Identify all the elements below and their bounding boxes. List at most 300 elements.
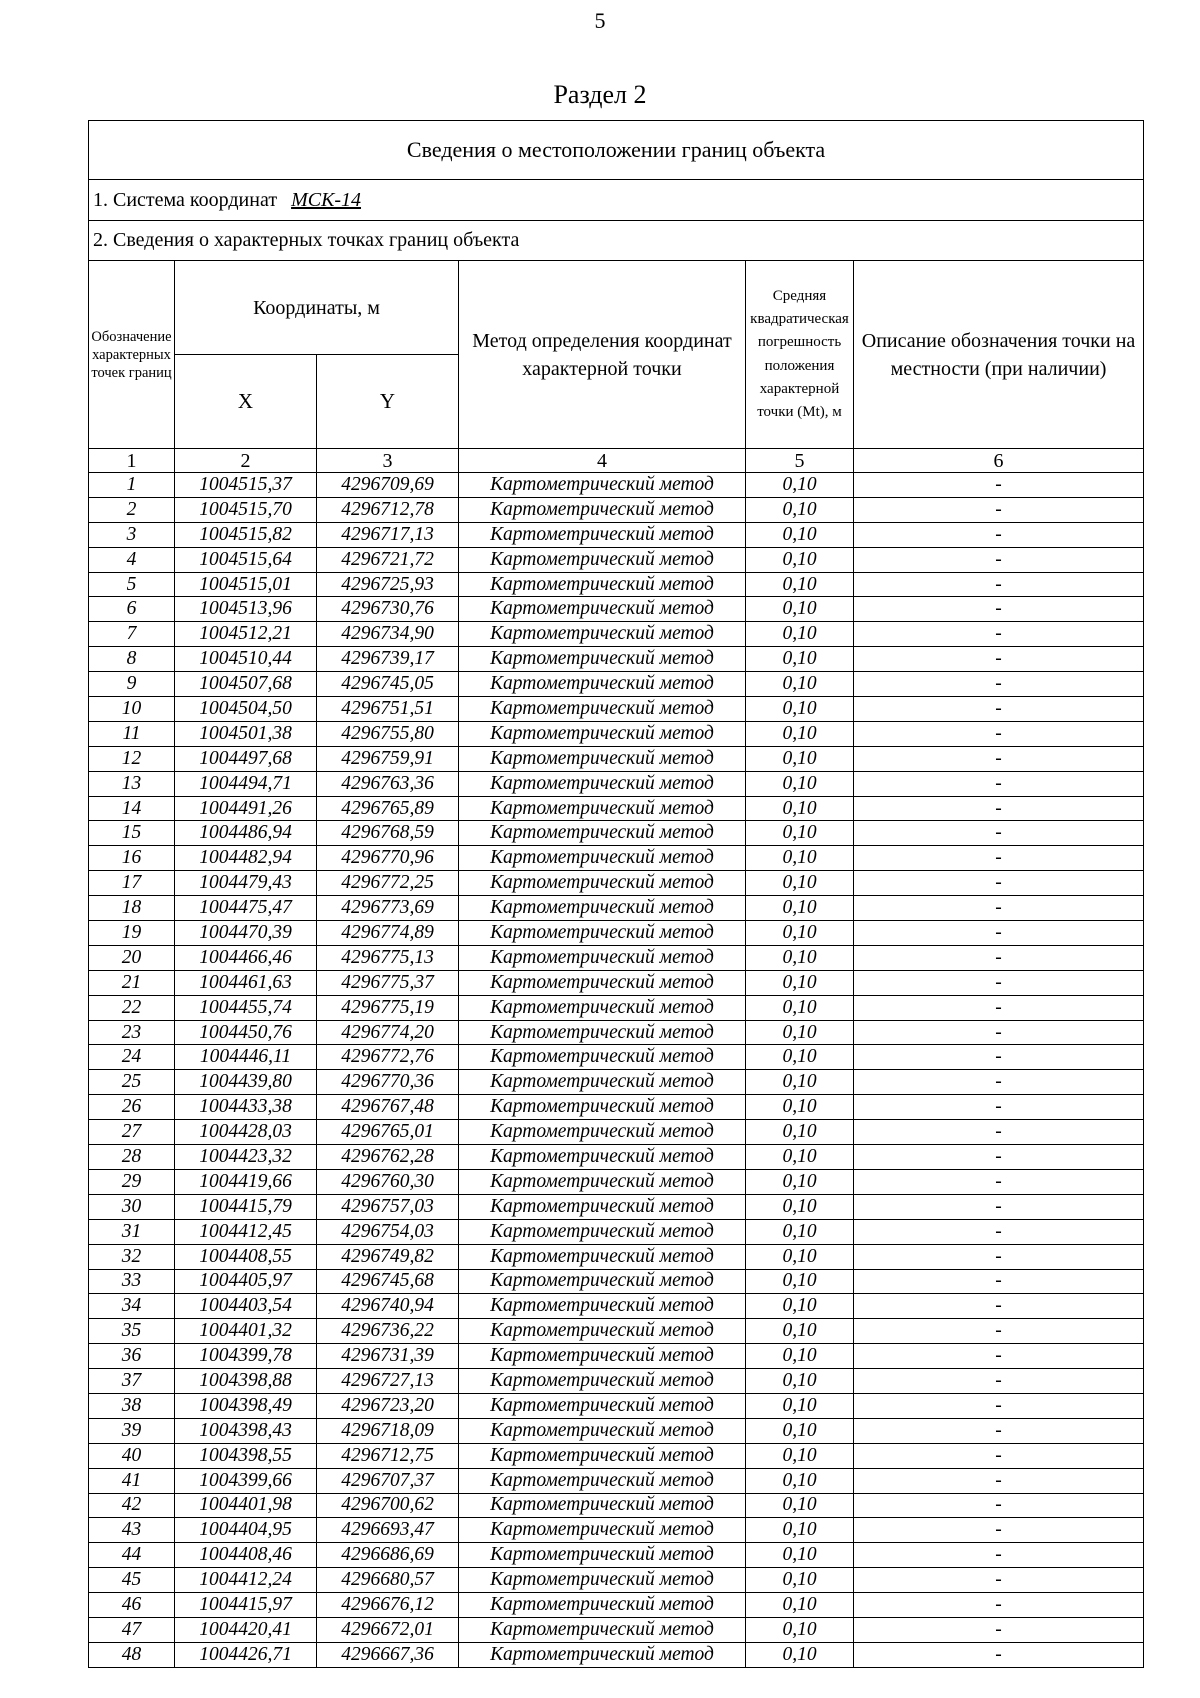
header-accuracy: Средняя квадратическая погрешность положения характерной точки (Mt), м: [746, 261, 854, 449]
x-coordinate-cell: 1004401,32: [175, 1319, 317, 1344]
accuracy-cell: 0,10: [746, 1095, 854, 1120]
description-cell: -: [854, 1020, 1144, 1045]
table-row: [89, 1568, 1144, 1593]
x-coordinate-cell: 1004486,94: [175, 821, 317, 846]
point-number-cell: 41: [89, 1468, 175, 1493]
accuracy-cell: 0,10: [746, 1020, 854, 1045]
description-cell: -: [854, 1145, 1144, 1170]
point-number-cell: 43: [89, 1518, 175, 1543]
point-number-cell: 4: [89, 547, 175, 572]
point-number-cell: 8: [89, 647, 175, 672]
accuracy-cell: 0,10: [746, 1443, 854, 1468]
x-coordinate-cell: 1004515,82: [175, 522, 317, 547]
y-coordinate-cell: 4296727,13: [317, 1369, 459, 1394]
point-number-cell: 47: [89, 1617, 175, 1642]
accuracy-cell: 0,10: [746, 1319, 854, 1344]
table-row: [89, 1543, 1144, 1568]
y-coordinate-cell: 4296672,01: [317, 1617, 459, 1642]
x-coordinate-cell: 1004450,76: [175, 1020, 317, 1045]
table-row: [89, 945, 1144, 970]
description-cell: -: [854, 1219, 1144, 1244]
point-number-cell: 16: [89, 846, 175, 871]
x-coordinate-cell: 1004419,66: [175, 1169, 317, 1194]
method-cell: Картометрический метод: [459, 1593, 746, 1618]
accuracy-cell: 0,10: [746, 921, 854, 946]
y-coordinate-cell: 4296721,72: [317, 547, 459, 572]
table-row: [89, 1518, 1144, 1543]
method-cell: Картометрический метод: [459, 1045, 746, 1070]
accuracy-cell: 0,10: [746, 572, 854, 597]
page-number: 5: [594, 8, 606, 33]
column-number: 1: [89, 449, 175, 473]
accuracy-cell: 0,10: [746, 1169, 854, 1194]
y-coordinate-cell: 4296774,20: [317, 1020, 459, 1045]
x-coordinate-cell: 1004446,11: [175, 1045, 317, 1070]
table-row: [89, 1145, 1144, 1170]
y-coordinate-cell: 4296686,69: [317, 1543, 459, 1568]
x-coordinate-cell: 1004461,63: [175, 970, 317, 995]
method-cell: Картометрический метод: [459, 796, 746, 821]
description-cell: -: [854, 821, 1144, 846]
point-number-cell: 21: [89, 970, 175, 995]
table-row: [89, 1369, 1144, 1394]
y-coordinate-cell: 4296772,25: [317, 871, 459, 896]
y-coordinate-cell: 4296757,03: [317, 1194, 459, 1219]
method-cell: Картометрический метод: [459, 871, 746, 896]
accuracy-cell: 0,10: [746, 1468, 854, 1493]
x-coordinate-cell: 1004398,55: [175, 1443, 317, 1468]
x-coordinate-cell: 1004507,68: [175, 672, 317, 697]
point-number-cell: 22: [89, 995, 175, 1020]
accuracy-cell: 0,10: [746, 1393, 854, 1418]
table-row: [89, 771, 1144, 796]
description-cell: -: [854, 597, 1144, 622]
accuracy-cell: 0,10: [746, 796, 854, 821]
table-row: [89, 1244, 1144, 1269]
description-cell: -: [854, 721, 1144, 746]
description-cell: -: [854, 522, 1144, 547]
method-cell: Картометрический метод: [459, 1020, 746, 1045]
y-coordinate-cell: 4296736,22: [317, 1319, 459, 1344]
x-coordinate-cell: 1004515,37: [175, 473, 317, 498]
column-number: 6: [854, 449, 1144, 473]
method-cell: Картометрический метод: [459, 622, 746, 647]
y-coordinate-cell: 4296745,05: [317, 672, 459, 697]
x-coordinate-cell: 1004510,44: [175, 647, 317, 672]
x-coordinate-cell: 1004404,95: [175, 1518, 317, 1543]
method-cell: Картометрический метод: [459, 846, 746, 871]
x-coordinate-cell: 1004497,68: [175, 746, 317, 771]
table-row: [89, 647, 1144, 672]
x-coordinate-cell: 1004403,54: [175, 1294, 317, 1319]
y-coordinate-cell: 4296755,80: [317, 721, 459, 746]
coordinate-system-value: МСК-14: [291, 188, 362, 211]
description-cell: -: [854, 1045, 1144, 1070]
point-number-cell: 25: [89, 1070, 175, 1095]
method-cell: Картометрический метод: [459, 771, 746, 796]
table-row: [89, 1593, 1144, 1618]
method-cell: Картометрический метод: [459, 1369, 746, 1394]
accuracy-cell: 0,10: [746, 746, 854, 771]
method-cell: Картометрический метод: [459, 896, 746, 921]
section-title: Раздел 2: [553, 80, 647, 109]
description-cell: -: [854, 896, 1144, 921]
table-row: [89, 497, 1144, 522]
method-cell: Картометрический метод: [459, 547, 746, 572]
x-coordinate-cell: 1004398,49: [175, 1393, 317, 1418]
description-cell: -: [854, 1418, 1144, 1443]
column-number: 4: [459, 449, 746, 473]
table-row: [89, 1095, 1144, 1120]
description-cell: -: [854, 1493, 1144, 1518]
point-number-cell: 35: [89, 1319, 175, 1344]
point-number-cell: 28: [89, 1145, 175, 1170]
method-cell: Картометрический метод: [459, 1070, 746, 1095]
point-number-cell: 1: [89, 473, 175, 498]
x-coordinate-cell: 1004515,64: [175, 547, 317, 572]
y-coordinate-cell: 4296770,36: [317, 1070, 459, 1095]
y-coordinate-cell: 4296693,47: [317, 1518, 459, 1543]
method-cell: Картометрический метод: [459, 1194, 746, 1219]
y-coordinate-cell: 4296772,76: [317, 1045, 459, 1070]
accuracy-cell: 0,10: [746, 1593, 854, 1618]
method-cell: Картометрический метод: [459, 821, 746, 846]
x-coordinate-cell: 1004482,94: [175, 846, 317, 871]
accuracy-cell: 0,10: [746, 522, 854, 547]
point-number-cell: 17: [89, 871, 175, 896]
y-coordinate-cell: 4296751,51: [317, 697, 459, 722]
description-cell: -: [854, 1070, 1144, 1095]
accuracy-cell: 0,10: [746, 497, 854, 522]
accuracy-cell: 0,10: [746, 672, 854, 697]
method-cell: Картометрический метод: [459, 721, 746, 746]
description-cell: -: [854, 1294, 1144, 1319]
header-coordinates: Координаты, м: [175, 261, 459, 355]
y-coordinate-cell: 4296745,68: [317, 1269, 459, 1294]
accuracy-cell: 0,10: [746, 1617, 854, 1642]
y-coordinate-cell: 4296723,20: [317, 1393, 459, 1418]
accuracy-cell: 0,10: [746, 1269, 854, 1294]
description-cell: -: [854, 1543, 1144, 1568]
point-number-cell: 15: [89, 821, 175, 846]
table-row: [89, 1269, 1144, 1294]
description-cell: -: [854, 1194, 1144, 1219]
point-number-cell: 32: [89, 1244, 175, 1269]
description-cell: -: [854, 547, 1144, 572]
method-cell: Картометрический метод: [459, 1145, 746, 1170]
point-number-cell: 9: [89, 672, 175, 697]
table-row: [89, 896, 1144, 921]
point-number-cell: 31: [89, 1219, 175, 1244]
y-coordinate-cell: 4296712,78: [317, 497, 459, 522]
table-row: [89, 746, 1144, 771]
y-coordinate-cell: 4296730,76: [317, 597, 459, 622]
point-number-cell: 29: [89, 1169, 175, 1194]
table-row: [89, 672, 1144, 697]
accuracy-cell: 0,10: [746, 1120, 854, 1145]
point-number-cell: 39: [89, 1418, 175, 1443]
table-row: [89, 1617, 1144, 1642]
x-coordinate-cell: 1004512,21: [175, 622, 317, 647]
accuracy-cell: 0,10: [746, 597, 854, 622]
accuracy-cell: 0,10: [746, 1418, 854, 1443]
method-cell: Картометрический метод: [459, 746, 746, 771]
x-coordinate-cell: 1004470,39: [175, 921, 317, 946]
accuracy-cell: 0,10: [746, 1294, 854, 1319]
accuracy-cell: 0,10: [746, 1568, 854, 1593]
y-coordinate-cell: 4296707,37: [317, 1468, 459, 1493]
y-coordinate-cell: 4296749,82: [317, 1244, 459, 1269]
x-coordinate-cell: 1004399,66: [175, 1468, 317, 1493]
point-number-cell: 13: [89, 771, 175, 796]
description-cell: -: [854, 771, 1144, 796]
accuracy-cell: 0,10: [746, 945, 854, 970]
x-coordinate-cell: 1004515,70: [175, 497, 317, 522]
point-number-cell: 27: [89, 1120, 175, 1145]
method-cell: Картометрический метод: [459, 497, 746, 522]
y-coordinate-cell: 4296767,48: [317, 1095, 459, 1120]
description-cell: -: [854, 1095, 1144, 1120]
accuracy-cell: 0,10: [746, 721, 854, 746]
y-coordinate-cell: 4296775,13: [317, 945, 459, 970]
y-coordinate-cell: 4296739,17: [317, 647, 459, 672]
point-number-cell: 7: [89, 622, 175, 647]
description-cell: -: [854, 1393, 1144, 1418]
table-row: [89, 622, 1144, 647]
description-cell: -: [854, 846, 1144, 871]
column-number: 2: [175, 449, 317, 473]
x-coordinate-cell: 1004428,03: [175, 1120, 317, 1145]
method-cell: Картометрический метод: [459, 1269, 746, 1294]
description-cell: -: [854, 672, 1144, 697]
table-row: [89, 1642, 1144, 1667]
point-number-cell: 45: [89, 1568, 175, 1593]
accuracy-cell: 0,10: [746, 547, 854, 572]
point-number-cell: 12: [89, 746, 175, 771]
x-coordinate-cell: 1004398,88: [175, 1369, 317, 1394]
table-row: [89, 721, 1144, 746]
point-number-cell: 20: [89, 945, 175, 970]
header-method: Метод определения координат характерной точки: [459, 261, 746, 449]
x-coordinate-cell: 1004426,71: [175, 1642, 317, 1667]
table-row: [89, 1169, 1144, 1194]
x-coordinate-cell: 1004399,78: [175, 1344, 317, 1369]
point-number-cell: 40: [89, 1443, 175, 1468]
method-cell: Картометрический метод: [459, 995, 746, 1020]
method-cell: Картометрический метод: [459, 572, 746, 597]
accuracy-cell: 0,10: [746, 1543, 854, 1568]
table-row: [89, 796, 1144, 821]
x-coordinate-cell: 1004412,45: [175, 1219, 317, 1244]
x-coordinate-cell: 1004491,26: [175, 796, 317, 821]
table-row: [89, 1418, 1144, 1443]
method-cell: Картометрический метод: [459, 1244, 746, 1269]
point-number-cell: 46: [89, 1593, 175, 1618]
description-cell: -: [854, 1593, 1144, 1618]
method-cell: Картометрический метод: [459, 647, 746, 672]
method-cell: Картометрический метод: [459, 921, 746, 946]
method-cell: Картометрический метод: [459, 1120, 746, 1145]
table-row: [89, 547, 1144, 572]
point-number-cell: 26: [89, 1095, 175, 1120]
x-coordinate-cell: 1004475,47: [175, 896, 317, 921]
method-cell: Картометрический метод: [459, 473, 746, 498]
description-cell: -: [854, 746, 1144, 771]
y-coordinate-cell: 4296760,30: [317, 1169, 459, 1194]
accuracy-cell: 0,10: [746, 1369, 854, 1394]
description-cell: -: [854, 1244, 1144, 1269]
accuracy-cell: 0,10: [746, 1493, 854, 1518]
y-coordinate-cell: 4296718,09: [317, 1418, 459, 1443]
table-row: [89, 1344, 1144, 1369]
table-row: [89, 1219, 1144, 1244]
description-cell: -: [854, 1443, 1144, 1468]
accuracy-cell: 0,10: [746, 1244, 854, 1269]
table-row: [89, 821, 1144, 846]
description-cell: -: [854, 995, 1144, 1020]
column-number: 3: [317, 449, 459, 473]
method-cell: Картометрический метод: [459, 1617, 746, 1642]
description-cell: -: [854, 1617, 1144, 1642]
y-coordinate-cell: 4296667,36: [317, 1642, 459, 1667]
y-coordinate-cell: 4296717,13: [317, 522, 459, 547]
point-number-cell: 5: [89, 572, 175, 597]
point-number-cell: 24: [89, 1045, 175, 1070]
accuracy-cell: 0,10: [746, 697, 854, 722]
table-row: [89, 1468, 1144, 1493]
method-cell: Картометрический метод: [459, 1642, 746, 1667]
table-row: [89, 473, 1144, 498]
x-coordinate-cell: 1004455,74: [175, 995, 317, 1020]
table-row: [89, 1393, 1144, 1418]
table-row: [89, 597, 1144, 622]
table-row: [89, 1194, 1144, 1219]
table-row: [89, 1443, 1144, 1468]
accuracy-cell: 0,10: [746, 1518, 854, 1543]
x-coordinate-cell: 1004420,41: [175, 1617, 317, 1642]
x-coordinate-cell: 1004415,79: [175, 1194, 317, 1219]
accuracy-cell: 0,10: [746, 1642, 854, 1667]
description-cell: -: [854, 697, 1144, 722]
description-cell: -: [854, 647, 1144, 672]
point-number-cell: 44: [89, 1543, 175, 1568]
y-coordinate-cell: 4296709,69: [317, 473, 459, 498]
point-number-cell: 34: [89, 1294, 175, 1319]
x-coordinate-cell: 1004423,32: [175, 1145, 317, 1170]
point-number-cell: 10: [89, 697, 175, 722]
description-cell: -: [854, 1642, 1144, 1667]
point-number-cell: 6: [89, 597, 175, 622]
accuracy-cell: 0,10: [746, 995, 854, 1020]
x-coordinate-cell: 1004501,38: [175, 721, 317, 746]
description-cell: -: [854, 622, 1144, 647]
x-coordinate-cell: 1004479,43: [175, 871, 317, 896]
method-cell: Картометрический метод: [459, 1468, 746, 1493]
method-cell: Картометрический метод: [459, 1294, 746, 1319]
x-coordinate-cell: 1004433,38: [175, 1095, 317, 1120]
accuracy-cell: 0,10: [746, 821, 854, 846]
table-row: [89, 522, 1144, 547]
method-cell: Картометрический метод: [459, 1418, 746, 1443]
point-number-cell: 37: [89, 1369, 175, 1394]
table-row: [89, 921, 1144, 946]
point-number-cell: 19: [89, 921, 175, 946]
description-cell: -: [854, 1319, 1144, 1344]
table-row: [89, 970, 1144, 995]
method-cell: Картометрический метод: [459, 697, 746, 722]
accuracy-cell: 0,10: [746, 473, 854, 498]
x-coordinate-cell: 1004494,71: [175, 771, 317, 796]
description-cell: -: [854, 497, 1144, 522]
point-number-cell: 36: [89, 1344, 175, 1369]
y-coordinate-cell: 4296734,90: [317, 622, 459, 647]
method-cell: Картометрический метод: [459, 1344, 746, 1369]
accuracy-cell: 0,10: [746, 647, 854, 672]
header-description: Описание обозначения точки на местности (при наличии): [854, 261, 1144, 449]
points-caption: 2. Сведения о характерных точках границ объекта: [89, 221, 1144, 261]
method-cell: Картометрический метод: [459, 970, 746, 995]
table-row: [89, 1294, 1144, 1319]
y-coordinate-cell: 4296731,39: [317, 1344, 459, 1369]
y-coordinate-cell: 4296775,19: [317, 995, 459, 1020]
y-coordinate-cell: 4296700,62: [317, 1493, 459, 1518]
header-x: X: [175, 355, 317, 449]
y-coordinate-cell: 4296774,89: [317, 921, 459, 946]
point-number-cell: 18: [89, 896, 175, 921]
x-coordinate-cell: 1004466,46: [175, 945, 317, 970]
method-cell: Картометрический метод: [459, 672, 746, 697]
description-cell: -: [854, 1568, 1144, 1593]
x-coordinate-cell: 1004504,50: [175, 697, 317, 722]
description-cell: -: [854, 1169, 1144, 1194]
table-row: [89, 846, 1144, 871]
table-row: [89, 1493, 1144, 1518]
x-coordinate-cell: 1004513,96: [175, 597, 317, 622]
method-cell: Картометрический метод: [459, 1518, 746, 1543]
point-number-cell: 30: [89, 1194, 175, 1219]
accuracy-cell: 0,10: [746, 1194, 854, 1219]
y-coordinate-cell: 4296765,01: [317, 1120, 459, 1145]
x-coordinate-cell: 1004401,98: [175, 1493, 317, 1518]
table-row: [89, 995, 1144, 1020]
y-coordinate-cell: 4296712,75: [317, 1443, 459, 1468]
method-cell: Картометрический метод: [459, 1493, 746, 1518]
method-cell: Картометрический метод: [459, 1568, 746, 1593]
table-row: [89, 871, 1144, 896]
y-coordinate-cell: 4296725,93: [317, 572, 459, 597]
accuracy-cell: 0,10: [746, 970, 854, 995]
method-cell: Картометрический метод: [459, 1393, 746, 1418]
method-cell: Картометрический метод: [459, 1543, 746, 1568]
column-number-row: [89, 449, 1144, 473]
x-coordinate-cell: 1004408,55: [175, 1244, 317, 1269]
point-number-cell: 23: [89, 1020, 175, 1045]
column-number: 5: [746, 449, 854, 473]
description-cell: -: [854, 1369, 1144, 1394]
method-cell: Картометрический метод: [459, 1443, 746, 1468]
description-cell: -: [854, 1269, 1144, 1294]
y-coordinate-cell: 4296773,69: [317, 896, 459, 921]
accuracy-cell: 0,10: [746, 1145, 854, 1170]
accuracy-cell: 0,10: [746, 871, 854, 896]
y-coordinate-cell: 4296680,57: [317, 1568, 459, 1593]
y-coordinate-cell: 4296762,28: [317, 1145, 459, 1170]
y-coordinate-cell: 4296754,03: [317, 1219, 459, 1244]
method-cell: Картометрический метод: [459, 597, 746, 622]
description-cell: -: [854, 945, 1144, 970]
y-coordinate-cell: 4296765,89: [317, 796, 459, 821]
method-cell: Картометрический метод: [459, 1095, 746, 1120]
